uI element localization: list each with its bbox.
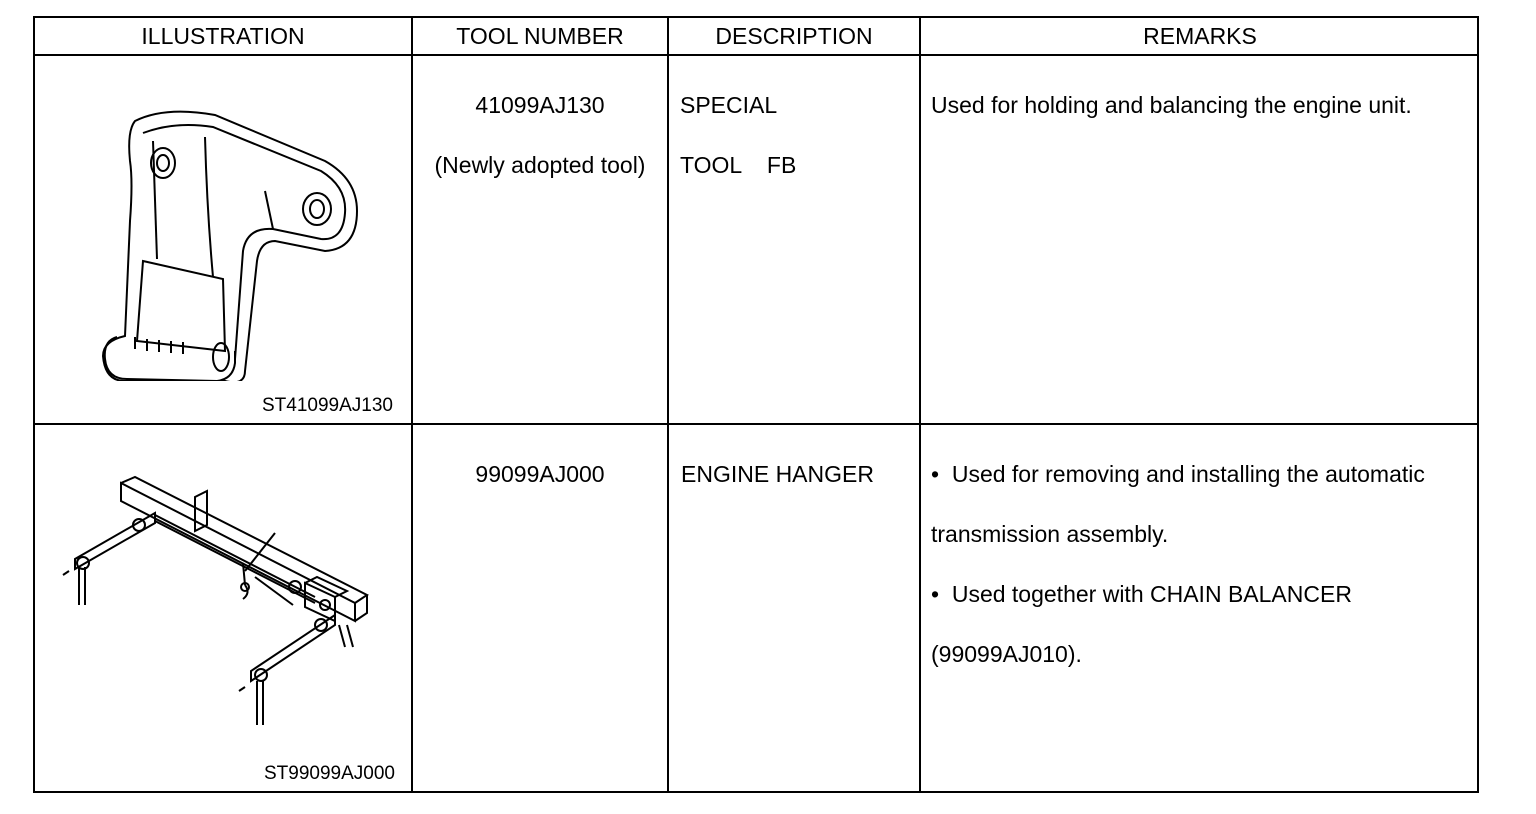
table-row-1-description-cell (680, 60, 916, 210)
remarks-text: Used for holding and balancing the engine unit. (931, 92, 1412, 118)
remarks-bullet: • Used for removing and installing the automatic (931, 461, 1425, 487)
engine-support-bracket-illustration (95, 101, 365, 381)
header-illustration: ILLUSTRATION (141, 23, 305, 49)
remarks-bullet-continuation: transmission assembly. (931, 521, 1169, 547)
table-row-1-tool-number-cell (413, 60, 667, 210)
header-description: DESCRIPTION (715, 23, 873, 49)
table-row-2-tool-number-cell (413, 429, 667, 489)
tool-number: 41099AJ130 (475, 92, 605, 118)
column-divider (919, 18, 921, 791)
table-row-1-remarks-cell (931, 60, 1471, 120)
description-line: TOOL FB (680, 152, 797, 178)
header-remarks: REMARKS (1143, 23, 1257, 49)
table-row-2-remarks-cell (931, 429, 1477, 699)
illustration-code: ST41099AJ130 (262, 395, 393, 416)
engine-hanger-illustration (55, 475, 395, 735)
table-row-2-description-cell (681, 429, 917, 489)
special-tools-table (33, 16, 1479, 793)
illustration-code: ST99099AJ000 (264, 763, 395, 784)
tool-note: (Newly adopted tool) (434, 152, 646, 178)
remarks-bullet-continuation: (99099AJ010). (931, 641, 1082, 667)
table-row-2-illustration-cell (35, 425, 411, 791)
description-text: ENGINE HANGER (681, 461, 874, 487)
header-tool-number: TOOL NUMBER (456, 23, 624, 49)
column-divider (667, 18, 669, 791)
remarks-bullet: • Used together with CHAIN BALANCER (931, 581, 1352, 607)
table-row-1-illustration-cell (35, 56, 411, 423)
description-line: SPECIAL (680, 92, 778, 118)
tool-number: 99099AJ000 (475, 461, 605, 487)
